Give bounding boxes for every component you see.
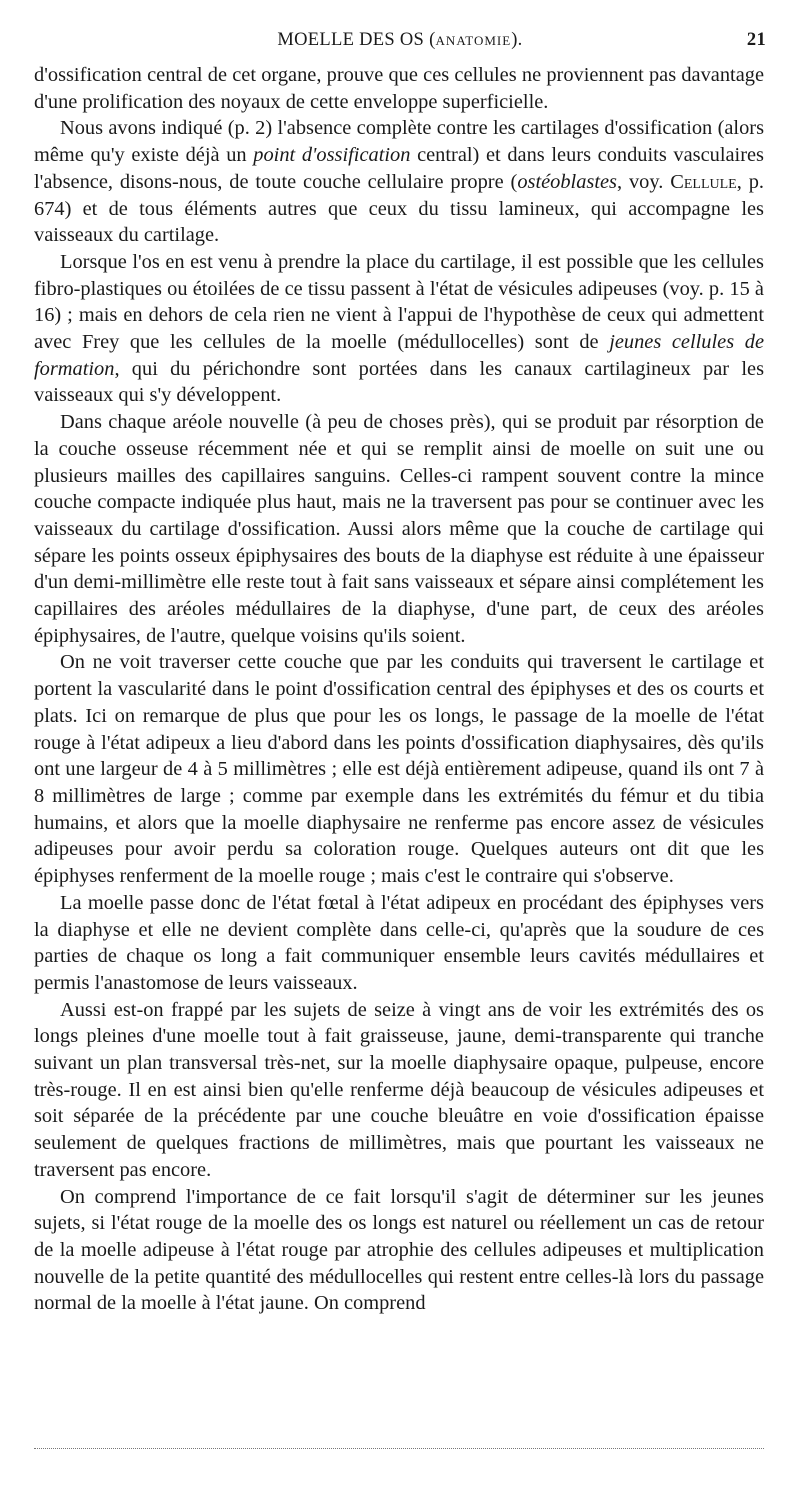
body-text xyxy=(34,62,764,1317)
italic-text: jeunes cellules de formation xyxy=(34,331,764,380)
paragraph xyxy=(34,1184,764,1318)
paragraph-text: Nous avons indiqué (p. 2) l'absence complète contre les cartilages d'ossification (alors même qu'y existe déjà un xyxy=(34,117,764,167)
italic-text: ostéoblastes xyxy=(517,170,617,193)
paragraph-text: , qui du périchondre sont portées dans les canaux cartilagineux par les vaisseaux qui s'y développent. xyxy=(34,357,764,407)
paragraph-text: La moelle passe donc de l'état fœtal à l'état adipeux en procédant des épiphyses vers la diaphyse et elle ne devient complète dans celle-ci, qu'après que la soudure de ces parties de chaque os long a fait communiquer ensemble leurs cavités médullaires et permis l'anastomose de leurs vaisseaux. xyxy=(34,891,764,994)
running-title xyxy=(34,30,766,51)
paragraph-text: , voy. xyxy=(617,170,671,193)
paragraph-text: central) et dans leurs conduits vasculaires l'absence, disons-nous, de toute couche cellulaire propre ( xyxy=(34,144,764,193)
paragraph xyxy=(34,649,764,889)
title-small-caps: ANATOMIE xyxy=(435,33,512,48)
paragraph-text: Dans chaque aréole nouvelle (à peu de choses près), qui se produit par résorption de la couche osseuse récemment née et qui se remplit ainsi de moelle on suit une ou plusieurs mailles des capillaires sanguins. Celles-ci rampent souvent contre la mince couche compacte indiquée plus haut, mais ne la traversent pas pour se continuer avec les vaisseaux du cartilage d'ossification. Aussi alors même que la couche de cartilage qui sépare les points osseux épiphysaires des bouts de la diaphyse est réduite à une épaisseur d'un demi-millimètre elle reste tout à fait sans vaisseaux et sépare ainsi complétement les capillaires des aréoles médullaires de la diaphyse, d'une part, de ceux des aréoles épiphysaires, de l'autre, quelque voisins qu'ils soient. xyxy=(34,411,764,647)
small-caps-text: Cellule xyxy=(670,170,737,193)
paragraph xyxy=(34,997,764,1184)
paragraph-text: Aussi est-on frappé par les sujets de seize à vingt ans de voir les extrémités des os longs pleines d'une moelle tout à fait graisseuse, jaune, demi-transparente qui tranche suivant un plan transversal très-net, sur la moelle diaphysaire opaque, pulpeuse, encore très-rouge. Il en est ainsi bien qu'elle renferme déjà beaucoup de vésicules adipeuses et soit séparée de la précédente par une couche bleuâtre en voie d'ossification épaisse seulement de quelques fractions de millimètres, mais que pourtant les vaisseaux ne traversent pas encore. xyxy=(34,998,764,1181)
paragraph-text: Lorsque l'os en est venu à prendre la place du cartilage, il est possible que les cellules fibro-plastiques ou étoilées de ce tissu passent à l'état de vésicules adipeuses (voy. p. 15 à 16) ; mais en dehors de cela rien ne vient à l'appui de l'hypothèse de ceux qui admettent avec Frey que les cellules de la moelle (médullocelles) sont de xyxy=(34,250,764,354)
paragraph-text: On comprend l'importance de ce fait lorsqu'il s'agit de déterminer sur les jeunes sujets, si l'état rouge de la moelle des os longs est naturel ou réellement un cas de retour de la moelle adipeuse à l'état rouge par atrophie des cellules adipeuses et multiplication nouvelle de la petite quantité des médullocelles qui restent entre celles-là lors du passage normal de la moelle à l'état jaune. On comprend xyxy=(34,1185,764,1315)
italic-text: point d'ossification xyxy=(253,144,411,167)
paragraph xyxy=(34,249,764,409)
title-end: ). xyxy=(511,30,523,50)
running-header xyxy=(34,30,766,56)
title-main: MOELLE DES OS ( xyxy=(277,30,436,50)
paragraph xyxy=(34,890,764,997)
footer-rule xyxy=(34,1448,764,1449)
paragraph-text: d'ossification central de cet organe, prouve que ces cellules ne proviennent pas davantage d'une prolification des noyaux de cette enveloppe superficielle. xyxy=(34,64,764,113)
paragraph xyxy=(34,409,764,649)
paragraph xyxy=(34,62,764,115)
paragraph-text: , p. 674) et de tous éléments autres que ceux du tissu lamineux, qui accompagne les vaisseaux du cartilage. xyxy=(34,170,764,247)
paragraph xyxy=(34,115,764,249)
paragraph-text: On ne voit traverser cette couche que par les conduits qui traversent le cartilage et portent la vascularité dans le point d'ossification central des épiphyses et des os courts et plats. Ici on remarque de plus que pour les os longs, le passage de la moelle de l'état rouge à l'état adipeux a lieu d'abord dans les points d'ossification diaphysaires, dès qu'ils ont une largeur de 4 à 5 millimètres ; elle est déjà entièrement adipeuse, quand ils ont 7 à 8 millimètres de large ; comme par exemple dans les extrémités du fémur et du tibia humains, et alors que la moelle diaphysaire ne renferme pas encore assez de vésicules adipeuses pour avoir perdu sa coloration rouge. Quelques auteurs ont dit que les épiphyses renferment de la moelle rouge ; mais c'est le contraire qui s'observe. xyxy=(34,651,764,888)
page-number: 21 xyxy=(746,30,766,50)
